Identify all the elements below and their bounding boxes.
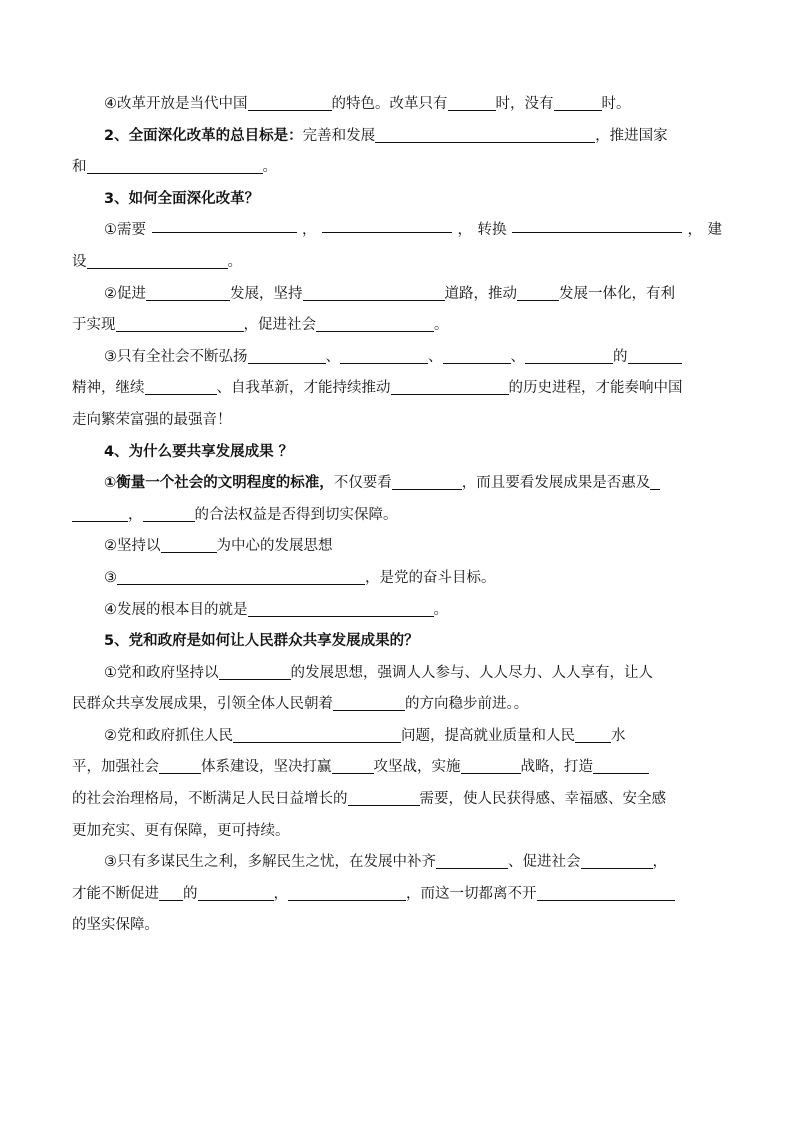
answer-blank[interactable]	[248, 346, 326, 364]
answer-blank[interactable]	[145, 377, 217, 395]
answer-blank[interactable]	[375, 125, 595, 143]
answer-blank[interactable]	[322, 215, 452, 233]
line-24: 更加充实、更有保障，更可持续。	[72, 822, 290, 839]
answer-blank[interactable]	[116, 314, 244, 332]
line-2: 2、全面深化改革的总目标是：完善和发展 ，推进国家	[72, 121, 722, 153]
line-1: ④改革开放是当代中国 的特色。改革只有 时，没有 时。	[72, 89, 722, 121]
line-26: 才能不断促进 的 ， ，而这一切都离不开	[72, 879, 722, 911]
answer-blank[interactable]	[159, 756, 201, 774]
answer-blank[interactable]	[161, 535, 217, 553]
answer-blank[interactable]	[443, 346, 511, 364]
answer-blank[interactable]	[392, 472, 462, 490]
line-21: ②党和政府抓住人民 问题，提高就业质量和人民 水	[72, 721, 722, 753]
answer-blank[interactable]	[332, 756, 374, 774]
answer-blank[interactable]	[316, 314, 434, 332]
answer-blank[interactable]	[87, 251, 228, 269]
line-6: 设 。	[72, 247, 722, 279]
answer-blank[interactable]	[117, 567, 365, 585]
line-22: 平，加强社会 体系建设，坚决打赢 攻坚战，实施 战略，打造	[72, 752, 722, 784]
answer-blank[interactable]	[537, 883, 675, 901]
line-5: ①需要 ， ， 转换 ， 建	[72, 215, 722, 247]
answer-blank[interactable]	[146, 283, 230, 301]
answer-blank[interactable]	[219, 662, 291, 680]
answer-blank[interactable]	[348, 788, 420, 806]
line-7: ②促进 发展，坚持 道路，推动 发展一体化，有利	[72, 279, 722, 311]
answer-blank[interactable]	[512, 215, 682, 233]
answer-blank[interactable]	[198, 883, 274, 901]
answer-blank[interactable]	[391, 377, 509, 395]
answer-blank[interactable]	[628, 346, 682, 364]
answer-blank[interactable]	[340, 346, 428, 364]
answer-blank[interactable]	[525, 346, 613, 364]
line-27: 的坚实保障。	[72, 917, 159, 934]
worksheet-body	[72, 89, 722, 942]
line-17: ④发展的根本目的就是 。	[72, 595, 722, 627]
answer-blank[interactable]	[554, 93, 602, 111]
answer-blank[interactable]	[87, 156, 263, 174]
line-19: ①党和政府坚持以 的发展思想，强调人人参与、人人尽力、人人享有，让人	[72, 658, 722, 690]
line-23: 的社会治理格局，不断满足人民日益增长的 需要，使人民获得感、幸福感、安全感	[72, 784, 722, 816]
line-16: ③ ，是党的奋斗目标。	[72, 563, 722, 595]
answer-blank[interactable]	[436, 851, 508, 869]
answer-blank[interactable]	[333, 693, 405, 711]
answer-blank[interactable]	[575, 725, 611, 743]
section-heading-4: 4、为什么要共享发展成果 ？	[104, 443, 294, 460]
answer-blank[interactable]	[248, 93, 332, 111]
line-25: ③只有多谋民生之利，多解民生之忧，在发展中补齐 、促进社会 ，	[72, 847, 722, 879]
answer-blank[interactable]	[581, 851, 653, 869]
line-3: 和 。	[72, 152, 722, 184]
answer-blank[interactable]	[288, 883, 406, 901]
answer-blank[interactable]	[650, 472, 660, 490]
answer-blank[interactable]	[517, 283, 559, 301]
line-9: ③只有全社会不断弘扬 、 、 、 的	[72, 342, 722, 374]
answer-blank[interactable]	[448, 93, 496, 111]
answer-blank[interactable]	[248, 599, 434, 617]
line-8: 于实现 ，促进社会 。	[72, 310, 722, 342]
line-13: ①衡量一个社会的文明程度的标准，不仅要看 ，而且要看发展成果是否惠及	[72, 468, 722, 500]
section-heading-3: 3、如何全面深化改革？	[104, 190, 260, 207]
answer-blank[interactable]	[233, 725, 401, 743]
answer-blank[interactable]	[159, 883, 183, 901]
answer-blank[interactable]	[303, 283, 445, 301]
answer-blank[interactable]	[461, 756, 521, 774]
line-14: ， 的合法权益是否得到切实保障。	[72, 500, 722, 532]
answer-blank[interactable]	[593, 756, 649, 774]
answer-blank[interactable]	[143, 504, 195, 522]
line-20: 民群众共享发展成果，引领全体人民朝着 的方向稳步前进。。	[72, 689, 722, 721]
answer-blank[interactable]	[152, 215, 297, 233]
answer-blank[interactable]	[72, 504, 128, 522]
section-heading-5: 5、党和政府是如何让人民群众共享发展成果的？	[104, 633, 419, 650]
line-11: 走向繁荣富强的最强音！	[72, 411, 232, 428]
line-10: 精神，继续 、自我革新，才能持续推动 的历史进程，才能奏响中国	[72, 373, 722, 405]
line-15: ②坚持以 为中心的发展思想	[72, 531, 722, 563]
